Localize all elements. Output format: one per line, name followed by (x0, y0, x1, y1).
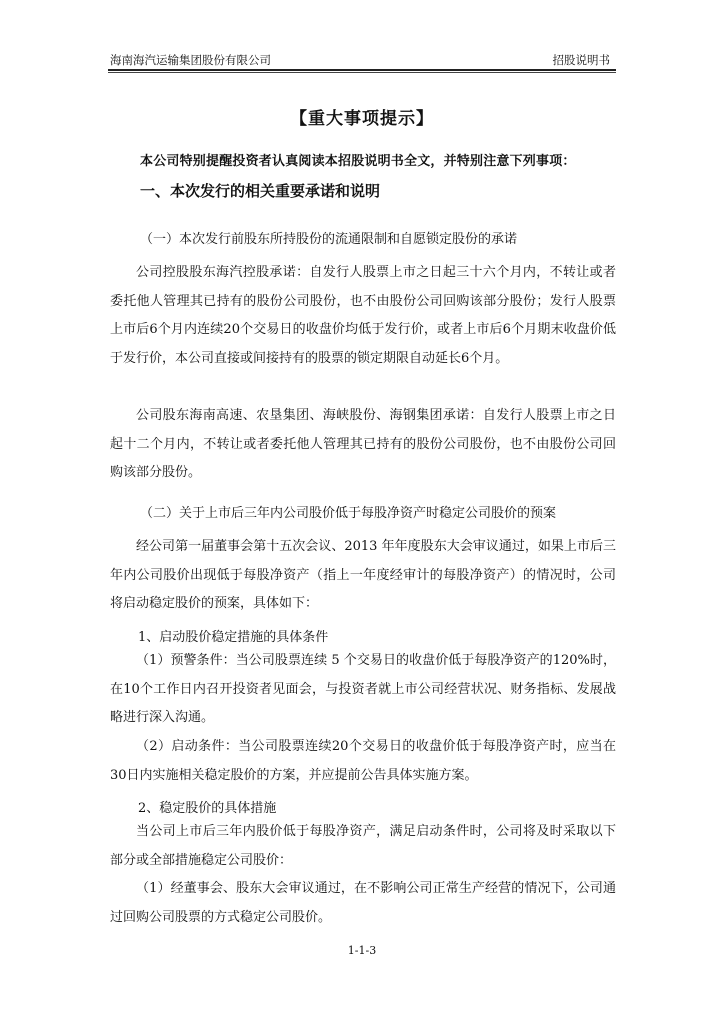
paragraph-warning-condition: （1）预警条件：当公司股票连续 5 个交易日的收盘价低于每股净资产的120%时，在10个工作日内召开投资者见面会，与投资者就上市公司经营状况、财务指标、发展战略进行深入沟通。 (110, 653, 616, 725)
header-rule-thin (108, 72, 616, 73)
item-heading-measures: 2、稳定股价的具体措施 (138, 801, 277, 816)
page-header (108, 50, 616, 70)
paragraph-buyback-measure: （1）经董事会、股东大会审议通过，在不影响公司正常生产经营的情况下，公司通过回购公司股票的方式稳定公司股价。 (110, 881, 616, 925)
subsection-heading-stabilization: （二）关于上市后三年内公司股价低于每股净资产时稳定公司股价的预案 (140, 506, 557, 521)
paragraph-start-condition: （2）启动条件：当公司股票连续20个交易日的收盘价低于每股净资产时，应当在30日内实施相关稳定股价的方案，并应提前公告具体实施方案。 (110, 739, 616, 783)
header-company-name: 海南海汽运输集团股份有限公司 (110, 53, 271, 67)
paragraph-other-shareholders: 公司股东海南高速、农垦集团、海峡股份、海钢集团承诺：自发行人股票上市之日起十二个月内，不转让或者委托他人管理其已持有的股份公司股份，也不由股份公司回购该部分股份。 (110, 408, 616, 480)
paragraph-measures-intro: 当公司上市后三年内股价低于每股净资产，满足启动条件时，公司将及时采取以下部分或全部措施稳定公司股价： (110, 824, 616, 868)
paragraph-stabilization-intro: 经公司第一届董事会第十五次会议、2013 年年度股东大会审议通过，如果上市后三年内公司股价出现低于每股净资产（指上一年度经审计的每股净资产）的情况时，公司将启动稳定股价的预案，具体如下： (110, 539, 616, 611)
page-number: 1-1-3 (347, 944, 377, 957)
header-rule-thick (108, 69, 616, 71)
subsection-heading-lockup: （一）本次发行前股东所持股份的流通限制和自愿锁定股份的承诺 (140, 232, 518, 247)
paragraph-controlling-shareholder: 公司控股股东海汽控股承诺：自发行人股票上市之日起三十六个月内，不转让或者委托他人管理其已持有的股份公司股份，也不由股份公司回购该部分股份；发行人股票上市后6个月内连续20个交易日的收盘价均低于发行价，或者上市后6个月期末收盘价低于发行价，本公司直接或间接持有的股票的锁定期限自动延长6个月。 (110, 265, 616, 366)
item-heading-trigger-conditions: 1、启动股价稳定措施的具体条件 (138, 630, 329, 645)
page-title: 【重大事项提示】 (290, 109, 434, 129)
header-document-type: 招股说明书 (552, 53, 610, 67)
investor-notice: 本公司特别提醒投资者认真阅读本招股说明书全文，并特别注意下列事项： (140, 154, 576, 169)
section-heading: 一、本次发行的相关重要承诺和说明 (140, 182, 381, 200)
